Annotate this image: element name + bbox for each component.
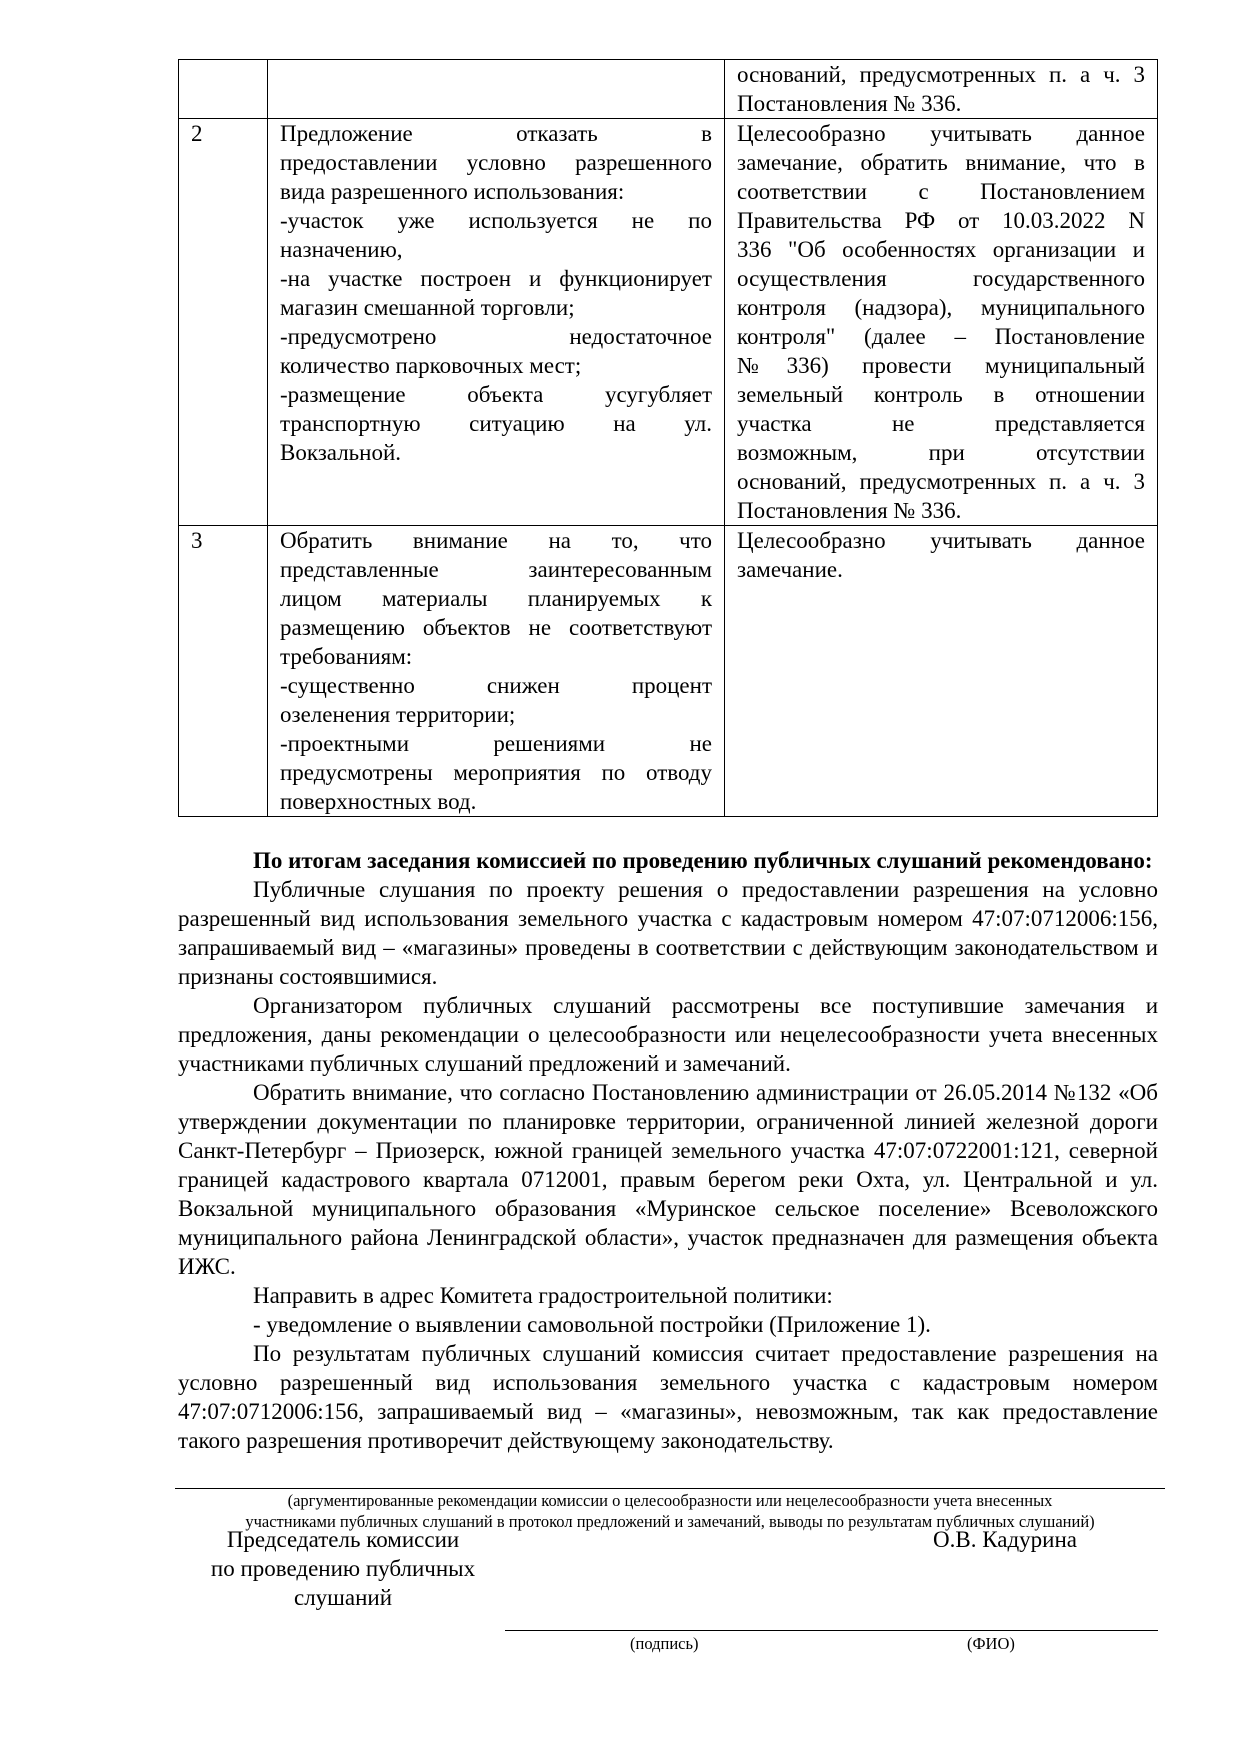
cell-line: магазин смешанной торговли; [280,295,575,320]
cell-line: размещению объектов не соответствуют [280,615,712,640]
section-heading: По итогам заседания комиссией по проведению публичных слушаний рекомендовано: [253,848,1153,873]
recommendation-cell [725,60,1158,119]
recommendations-section [178,846,1158,1455]
paragraph: По результатам публичных слушаний комиссия считает предоставление разрешения на условно разрешенный вид использования земельного участка с кадастровым номером 47:07:0712006:156, запрашиваемый вид – «магазины», невозможным, так как предоставление такого разрешения противоречит действующему законодательству. [178,1341,1158,1453]
cell-line: оснований, предусмотренных п. а ч. 3 [737,62,1145,87]
cell-line: лицом материалы планируемых к [280,586,712,611]
cell-line: контроля" (далее – Постановление [737,324,1145,349]
cell-line: контроля (надзора), муниципального [737,295,1145,320]
name-caption: (ФИО) [967,1634,1015,1653]
cell-line: назначению, [280,237,403,262]
cell-line: оснований, предусмотренных п. а ч. 3 [737,469,1145,494]
cell-line: замечание. [737,557,843,582]
cell-line: количество парковочных мест; [280,353,582,378]
cell-line: требованиям: [280,644,413,669]
cell-line: озеленения территории; [280,702,516,727]
signatory-title [178,1525,508,1612]
cell-line: представленные заинтересованным [280,557,712,582]
cell-line: Целесообразно учитывать данное [737,528,1145,553]
paragraph: Организатором публичных слушаний рассмотрены все поступившие замечания и предложения, даны рекомендации о целесообразности или нецелесообразности учета внесенных участниками публичных слушаний предложений и замечаний. [178,993,1158,1076]
cell-line: -участок уже используется не по [280,208,712,233]
row-number: 3 [179,526,268,817]
table-row [179,526,1158,817]
cell-line: Постановления № 336. [737,498,962,523]
recommendation-cell [725,526,1158,817]
footnote-rule [175,1488,1165,1489]
paragraph: Направить в адрес Комитета градостроительной политики: [253,1283,833,1308]
cell-line: вида разрешенного использования: [280,179,625,204]
proposal-cell [268,119,725,526]
footnote-line: участниками публичных слушаний в протокол предложений и замечаний, выводы по результатам публичных слушаний) [245,1512,1095,1531]
cell-line: осуществления государственного [737,266,1145,291]
cell-line: -проектными решениями не [280,731,712,756]
cell-line: -существенно снижен процент [280,673,712,698]
cell-line: -размещение объекта усугубляет [280,382,712,407]
cell-line: 336 "Об особенностях организации и [737,237,1145,262]
cell-line: транспортную ситуацию на ул. [280,411,712,436]
cell-line: №336) провести муниципальный [737,353,1145,378]
recommendation-cell [725,119,1158,526]
cell-line: соответствии с Постановлением [737,179,1145,204]
signatory-title-line: по проведению публичных [210,1556,476,1581]
cell-line: замечание, обратить внимание, что в [737,150,1145,175]
cell-line: -на участке построен и функционирует [280,266,712,291]
signatory-name: О.В. Кадурина [933,1527,1077,1552]
table-row [179,119,1158,526]
cell-line: Целесообразно учитывать данное [737,121,1145,146]
cell-line: Предложение отказать в [280,121,712,146]
paragraph: - уведомление о выявлении самовольной постройки (Приложение 1). [253,1312,931,1337]
cell-line: предоставлении условно разрешенного [280,150,712,175]
signatory-title-line: слушаний [293,1585,393,1610]
paragraph: Публичные слушания по проекту решения о предоставлении разрешения на условно разрешенный вид использования земельного участка с кадастровым номером 47:07:0712006:156, запрашиваемый вид – «магазины» проведены в соответствии с действующим законодательством и признаны состоявшимися. [178,877,1158,989]
table-row [179,60,1158,119]
row-number: 2 [179,119,268,526]
cell-line: участка не представляется [737,411,1145,436]
proposal-cell [268,526,725,817]
cell-line: Постановления № 336. [737,91,962,116]
signatory-title-line: Председатель комиссии [226,1527,460,1552]
cell-line: предусмотрены мероприятия по отводу [280,760,712,785]
row-number [179,60,268,119]
footnote-line: (аргументированные рекомендации комиссии о целесообразности или нецелесообразности учета внесенных [287,1491,1053,1510]
cell-line: поверхностных вод. [280,789,477,814]
paragraph: Обратить внимание, что согласно Постановлению администрации от 26.05.2014 №132 «Об утверждении документации по планировке территории, ограниченной линией железной дороги Санкт-Петербург – Приозерск, южной границей земельного участка 47:07:0722001:121, северной границей кадастрового квартала 0712001, правым берегом реки Охта, ул. Центральной и ул. Вокзальной муниципального образования «Муринское сельское поселение» Всеволожского муниципального района Ленинградской области», участок предназначен для размещения объекта ИЖС. [178,1080,1158,1279]
cell-line: земельный контроль в отношении [737,382,1145,407]
proposal-cell [268,60,725,119]
cell-line: Обратить внимание на то, что [280,528,712,553]
comments-table [178,59,1158,817]
cell-line: -предусмотрено недостаточное [280,324,712,349]
cell-line: Правительства РФ от 10.03.2022 N [737,208,1145,233]
signature-line [505,1630,1158,1631]
signature-caption: (подпись) [630,1634,699,1653]
cell-line: возможным, при отсутствии [737,440,1145,465]
cell-line: Вокзальной. [280,440,402,465]
